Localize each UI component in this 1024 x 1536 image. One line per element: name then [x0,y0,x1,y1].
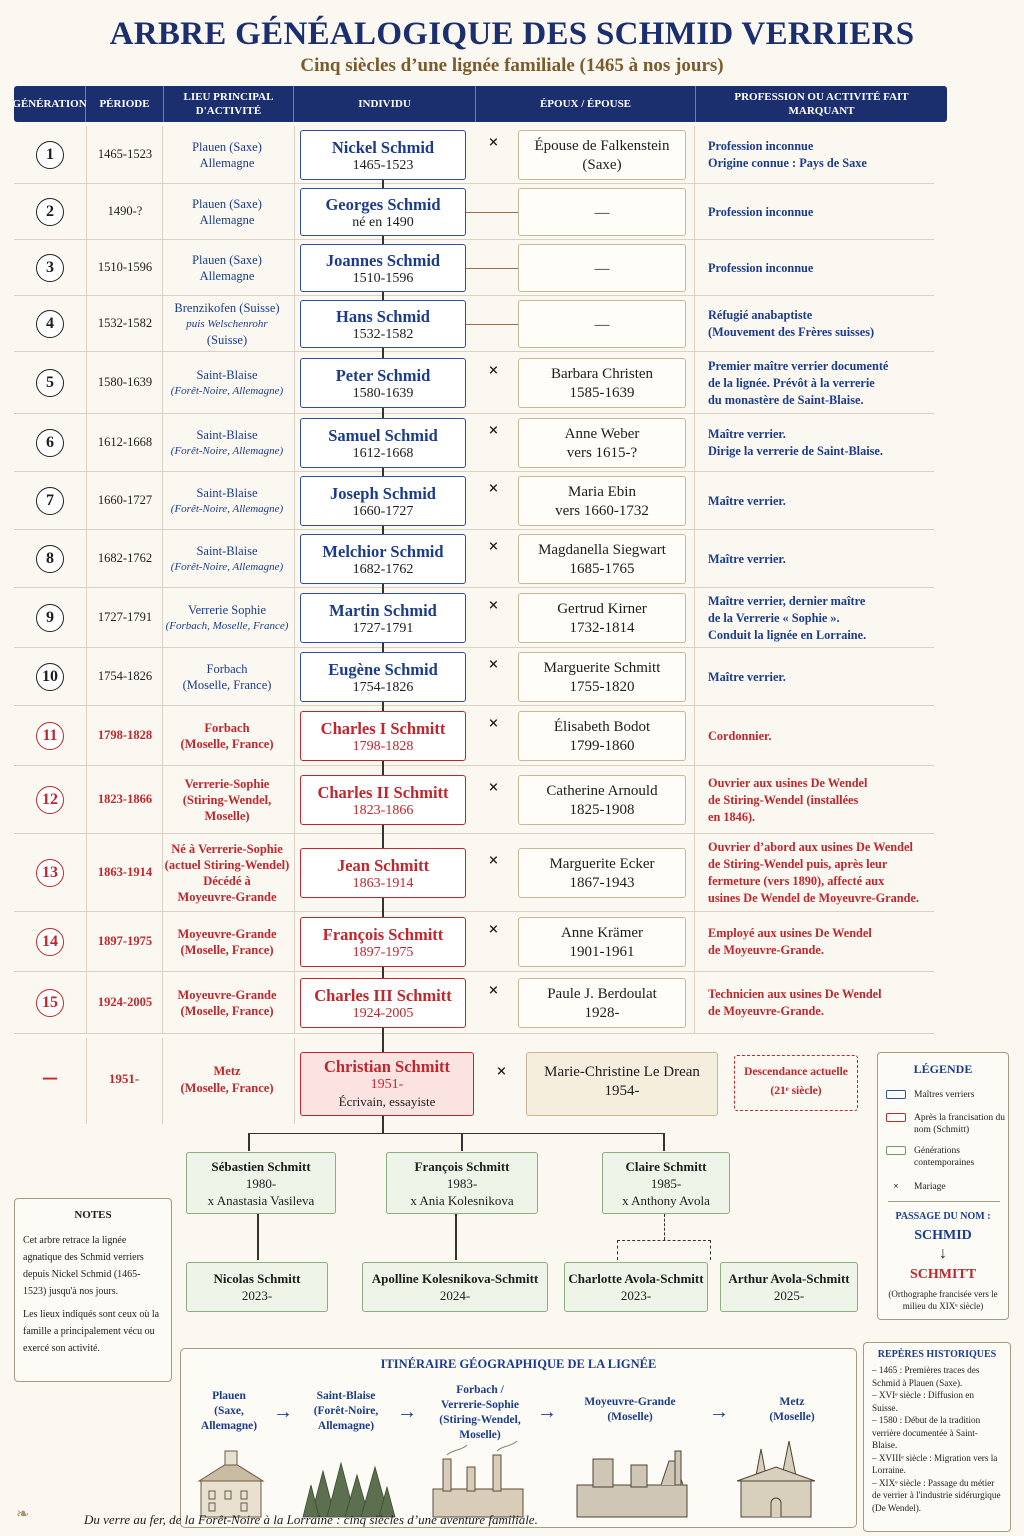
generation-number: 9 [36,604,64,632]
spouse-box[interactable] [518,244,686,292]
spouse-box[interactable] [518,652,686,702]
profession-text: Profession inconnue Origine connue : Pays de Saxe [708,139,867,170]
generation-number: 15 [36,989,64,1017]
grandchild-dates: 2023- [241,1288,273,1303]
marriage-icon: × [488,598,499,613]
header-lieu: LIEU PRINCIPAL D'ACTIVITÉ [164,86,294,122]
individual-dates: 1612-1668 [352,445,414,461]
generation-period: 1465-1523 [97,147,153,161]
marriage-icon: × [488,363,499,378]
current-generation-marker: — [42,1068,58,1087]
generation-row [14,912,934,972]
current-individual-box[interactable] [300,1052,474,1116]
marriage-icon: × [488,780,499,795]
link-line [466,324,518,325]
header-individu: INDIVIDU [294,86,476,122]
individual-name: Peter Schmid [335,365,431,385]
current-spouse-box[interactable]: Marie-Christine Le Drean 1954- [526,1052,718,1116]
steel-mill-icon [577,1451,687,1517]
individual-name: François Schmitt [322,924,444,944]
spouse-name: — [594,316,610,333]
marriage-icon: × [893,1182,899,1192]
generation-location: Verrerie-Sophie (Stiring-Wendel, Moselle) [182,777,272,823]
spouse-dates: 1867-1943 [569,875,635,891]
current-generation-row [14,1038,934,1124]
spouse-name: Anne Krämer [560,925,644,941]
grandchild-dates: 2025- [773,1288,805,1303]
passage-note: (Orthographe francisée vers le milieu du XIXᵉ siècle) [888,1289,998,1311]
descendant-connector [382,1116,384,1134]
child-name: Sébastien Schmitt [211,1159,311,1174]
profession-text: Maître verrier. Dirige la verrerie de Saint-Blaise. [708,427,883,458]
legend-item-maitres: Maîtres verriers [886,1089,974,1101]
generation-number: 1 [36,141,64,169]
grandchild-connector [617,1240,711,1241]
individual-dates: 1823-1866 [352,802,414,818]
arrow-right-icon: → [273,1401,293,1423]
spouse-name: Maria Ebin [568,484,636,500]
lineage-connector [382,526,384,534]
spouse-box[interactable] [518,848,686,898]
itinerary-box [180,1348,857,1528]
lineage-connector [382,180,384,188]
individual-box[interactable] [300,300,466,348]
generation-row [14,240,934,296]
generation-number: 8 [36,545,64,573]
individual-box[interactable] [300,848,466,898]
spouse-name: Élisabeth Bodot [553,719,651,735]
grandchild-connector [664,1214,665,1240]
profession-text: Maître verrier, dernier maître de la Verrerie « Sophie ». Conduit la lignée en Lorraine. [708,593,867,642]
generation-location: Saint-Blaise (Forêt-Noire, Allemagne) [170,486,284,515]
city-saint-blaise: Saint-Blaise (Forêt-Noire, Allemagne) [313,1390,379,1432]
generation-location: Saint-Blaise (Forêt-Noire, Allemagne) [170,368,284,397]
generation-location: Saint-Blaise (Forêt-Noire, Allemagne) [170,544,284,573]
grandchild-connector [257,1214,259,1260]
marriage-icon: × [488,135,499,150]
spouse-box[interactable] [518,593,686,643]
generation-period: 1532-1582 [97,316,153,330]
grandchild-box[interactable] [362,1262,548,1312]
generation-location: Moyeuvre-Grande (Moselle, France) [177,988,277,1018]
generation-period: 1580-1639 [97,375,153,389]
individual-dates: 1727-1791 [352,620,414,636]
individual-dates: 1924-2005 [352,1005,414,1021]
spouse-box[interactable] [518,358,686,408]
header-epoux: ÉPOUX / ÉPOUSE [476,86,696,122]
generation-location: Moyeuvre-Grande (Moselle, France) [177,927,277,957]
spouse-name: Magdanella Siegwart [538,542,666,558]
spouse-name: Barbara Christen [550,366,654,382]
spouse-dates: vers 1660-1732 [555,503,649,519]
spouse-box[interactable] [518,300,686,348]
child-dates: 1980- [245,1176,277,1191]
lineage-connector [382,1028,384,1052]
page-title: ARBRE GÉNÉALOGIQUE DES SCHMID VERRIERS [109,16,915,52]
generation-period: 1924-2005 [97,995,153,1009]
generation-number: 11 [36,722,64,750]
name-new: SCHMITT [909,1267,977,1282]
generation-number: 12 [36,786,64,814]
forest-icon [303,1463,395,1517]
generation-row [14,352,934,414]
profession-text: Réfugié anabaptiste (Mouvement des Frères suisses) [708,308,875,339]
current-period: 1951- [108,1071,140,1086]
notes-paragraph-1: Cet arbre retrace la lignée agnatique des Schmid verriers depuis Nickel Schmid (1465-1523) jusqu'à nos jours. [23,1235,144,1297]
lineage-connector [382,348,384,358]
generation-location: Plauen (Saxe) Allemagne [192,140,262,170]
arrow-right-icon: → [709,1401,729,1423]
spouse-name: Anne Weber [564,426,640,442]
generation-number: 13 [36,859,64,887]
marriage-icon: × [488,853,499,868]
legend-item-francisation: Après la francisation du nom (Schmitt) [886,1112,1008,1136]
child-spouse: x Ania Kolesnikova [410,1193,514,1208]
individual-box[interactable] [300,652,466,702]
individual-box[interactable] [300,130,466,180]
current-location: Metz (Moselle, France) [180,1064,274,1095]
green-swatch-icon [886,1146,906,1155]
red-swatch-icon [886,1113,906,1122]
city-moyeuvre: Moyeuvre-Grande (Moselle) [584,1396,676,1423]
individual-name: Hans Schmid [336,306,430,326]
child-connector [461,1133,463,1151]
lineage-connector [382,702,384,711]
profession-text: Maître verrier. [708,493,786,508]
individual-box[interactable] [300,418,466,468]
individual-name: Martin Schmid [329,600,437,620]
landmark-item: – XVIIIᵉ siècle : Migration vers la Lorraine. [872,1452,998,1475]
profession-text: Ouvrier d’abord aux usines De Wendel de Stiring-Wendel puis, après leur fermeture (vers 1890), affecté aux usines De Wendel de Moyeuvre-Grande. [708,840,919,905]
profession-text: Employé aux usines De Wendel de Moyeuvre-Grande. [708,926,872,957]
city-plauen: Plauen (Saxe, Allemagne) [200,1390,258,1432]
individual-box[interactable] [300,534,466,584]
notes-paragraph-2: Les lieux indiqués sont ceux où la famille a principalement vécu ou exercé son activité. [23,1309,160,1354]
spouse-name: — [594,204,610,221]
name-old: SCHMID [914,1228,972,1243]
individual-dates: 1510-1596 [352,270,414,286]
generation-period: 1897-1975 [97,934,153,948]
spouse-dates: vers 1615-? [566,445,638,461]
individual-box[interactable] [300,593,466,643]
current-marriage-icon: × [496,1064,507,1079]
generation-number: 5 [36,369,64,397]
marriage-icon: × [488,657,499,672]
notes-title: NOTES [74,1209,112,1221]
link-line [466,212,518,213]
lineage-connector [382,292,384,300]
individual-dates: 1532-1582 [352,326,414,342]
individual-dates: né en 1490 [352,214,414,230]
spouse-dates: 1732-1814 [569,620,635,636]
child-connector [248,1133,250,1151]
generation-number: 6 [36,429,64,457]
glassworks-factory-icon [433,1441,523,1517]
child-name: François Schmitt [414,1159,510,1174]
historical-landmarks-box [863,1342,1011,1532]
profession-text: Technicien aux usines De Wendel de Moyeuvre-Grande. [708,987,882,1018]
spouse-name: — [594,260,610,277]
landmark-item: – XIXᵉ siècle : Passage du métier de verrier à l'industrie sidérurgique (De Wendel). [872,1477,1001,1513]
marriage-icon: × [488,716,499,731]
child-dates: 1985- [650,1176,682,1191]
lineage-connector [382,468,384,476]
generation-row [14,126,934,184]
individual-name: Charles III Schmitt [314,985,452,1005]
spouse-box[interactable] [518,534,686,584]
generation-row [14,972,934,1034]
city-metz: Metz (Moselle) [769,1396,815,1423]
grandchild-box[interactable] [564,1262,708,1312]
generation-location: Verrerie Sophie (Forbach, Moselle, France) [165,603,289,632]
spouse-dates: 1585-1639 [569,385,635,401]
generation-location: Plauen (Saxe) Allemagne [192,197,262,227]
lineage-connector [382,967,384,978]
children-branch-line [248,1133,664,1134]
spouse-box[interactable] [518,476,686,526]
individual-box[interactable] [300,711,466,761]
legend-item-mariage: × Mariage [886,1181,946,1193]
spouse-name: Épouse de Falkenstein [534,138,670,154]
spouse-box[interactable] [518,775,686,825]
ornament-icon: ❧ [16,1504,30,1523]
generation-number: 3 [36,254,64,282]
current-individual-role: Écrivain, essayiste [338,1094,436,1109]
grandchild-dates: 2023- [620,1288,652,1303]
individual-dates: 1897-1975 [352,944,414,960]
profession-text: Maître verrier. [708,551,786,566]
grandchild-connector [617,1240,618,1260]
generation-number: 2 [36,198,64,226]
lineage-connector [382,825,384,848]
lineage-connector [382,236,384,244]
lineage-connector [382,584,384,593]
generation-period: 1754-1826 [97,669,153,683]
footer-tagline: Du verre au fer, de la Forêt-Noire à la Lorraine : cinq siècles d’une aventure familiale. [84,1512,538,1527]
individual-dates: 1580-1639 [352,385,414,401]
page-subtitle: Cinq siècles d’une lignée familiale (1465 à nos jours) [300,55,724,76]
generation-period: 1660-1727 [97,493,153,507]
grandchild-name: Nicolas Schmitt [213,1271,301,1286]
child-spouse: x Anastasia Vasileva [207,1193,315,1208]
lineage-connector [382,643,384,652]
individual-name: Joseph Schmid [330,483,436,503]
marriage-icon: × [488,922,499,937]
spouse-box[interactable] [518,711,686,761]
individual-dates: 1863-1914 [352,875,414,891]
spouse-name: Marguerite Schmitt [543,660,661,676]
spouse-dates: 1799-1860 [569,738,635,754]
generation-location: Né à Verrerie-Sophie (actuel Stiring-Wendel) Décédé à Moyeuvre-Grande [164,842,290,904]
individual-box[interactable] [300,244,466,292]
grandchild-dates: 2024- [439,1288,471,1303]
generation-period: 1490-? [107,204,143,218]
manor-house-icon [199,1451,263,1517]
generation-row [14,184,934,240]
spouse-dates: 1825-1908 [569,802,635,818]
child-box[interactable] [386,1152,538,1214]
generation-row [14,648,934,706]
spouse-dates: (Saxe) [582,157,622,173]
spouse-name: Catherine Arnould [546,783,658,799]
profession-text: Maître verrier. [708,669,786,684]
generation-number: 14 [36,928,64,956]
spouse-name: Paule J. Berdoulat [547,986,657,1002]
individual-name: Melchior Schmid [322,541,444,561]
grandchild-connector [455,1214,457,1260]
child-box[interactable] [186,1152,336,1214]
generation-period: 1612-1668 [97,435,153,449]
landmark-item: – 1580 : Début de la tradition verrière documentée à Saint-Blaise. [872,1415,981,1450]
landmark-item: – XVIᵉ siècle : Diffusion en Suisse. [872,1390,974,1413]
legend-title: LÉGENDE [913,1062,973,1076]
generation-period: 1798-1828 [97,728,153,742]
generation-location: Plauen (Saxe) Allemagne [192,253,262,283]
spouse-box[interactable] [518,418,686,468]
generation-row [14,588,934,648]
individual-box[interactable] [300,917,466,967]
individual-name: Georges Schmid [325,194,441,214]
profession-text: Profession inconnue [708,204,814,219]
grandchild-box[interactable] [186,1262,328,1312]
notes-box [14,1198,172,1382]
lineage-connector [382,408,384,418]
arrow-down-icon: ↓ [939,1245,947,1262]
generation-row [14,706,934,766]
individual-dates: 1754-1826 [352,679,414,695]
generation-location: Forbach (Moselle, France) [180,721,274,751]
generation-number: 10 [36,663,64,691]
current-individual-name: Christian Schmitt [323,1057,451,1076]
individual-name: Eugène Schmid [328,659,438,679]
passage-title: PASSAGE DU NOM : [895,1211,991,1222]
landmarks-title: REPÈRES HISTORIQUES [877,1349,997,1360]
link-line [466,268,518,269]
spouse-dates: 1901-1961 [569,944,635,960]
individual-box[interactable] [300,188,466,236]
generation-location: Forbach (Moselle, France) [182,662,272,692]
child-name: Claire Schmitt [625,1159,707,1174]
header-profession: PROFESSION OU ACTIVITÉ FAIT MARQUANT [734,91,909,117]
marriage-icon: × [488,423,499,438]
profession-text: Cordonnier. [708,728,772,743]
spouse-name: Marguerite Ecker [549,856,655,872]
generation-number: 4 [36,310,64,338]
generation-row [14,472,934,530]
child-spouse: x Anthony Avola [622,1193,710,1208]
city-forbach: Forbach / Verrerie-Sophie (Stiring-Wendel, Moselle) [439,1384,521,1441]
individual-box[interactable] [300,775,466,825]
child-box[interactable] [602,1152,730,1214]
spouse-box[interactable] [518,917,686,967]
spouse-dates: 1755-1820 [569,679,635,695]
generation-period: 1510-1596 [97,260,153,274]
itinerary-title: ITINÉRAIRE GÉOGRAPHIQUE DE LA LIGNÉE [380,1357,657,1371]
spouse-dates: 1928- [584,1005,620,1021]
arrow-right-icon: → [537,1401,557,1423]
individual-name: Charles I Schmitt [320,718,446,738]
generation-period: 1823-1866 [97,792,153,806]
individual-name: Charles II Schmitt [317,782,449,802]
generation-number: 7 [36,487,64,515]
individual-box[interactable] [300,358,466,408]
grandchild-box[interactable] [720,1262,858,1312]
individual-dates: 1660-1727 [352,503,414,519]
marriage-icon: × [488,983,499,998]
landmark-item: – 1465 : Premières traces des Schmid à Plauen (Saxe). [872,1365,980,1388]
generation-period: 1682-1762 [97,551,153,565]
child-connector [663,1133,665,1151]
arrow-right-icon: → [397,1401,417,1423]
marriage-icon: × [488,539,499,554]
profession-text: Premier maître verrier documenté de la lignée. Prévôt à la verrerie du monastère de Saint-Blaise. [708,358,889,407]
generation-location: Saint-Blaise (Forêt-Noire, Allemagne) [170,428,284,457]
grandchild-name: Arthur Avola-Schmitt [728,1271,850,1286]
grandchild-name: Charlotte Avola-Schmitt [568,1271,704,1286]
lineage-connector [382,898,384,917]
generation-row [14,414,934,472]
spouse-box[interactable] [518,188,686,236]
spouse-box[interactable] [518,978,686,1028]
individual-name: Joannes Schmid [325,250,441,270]
header-periode: PÉRIODE [86,86,164,122]
individual-dates: 1682-1762 [352,561,414,577]
generation-row [14,530,934,588]
spouse-dates: 1685-1765 [569,561,635,577]
cathedral-icon [737,1441,815,1517]
legend [877,1052,1009,1320]
individual-dates: 1798-1828 [352,738,414,754]
generation-location: Brenzikofen (Suisse) puis Welschenrohr (Suisse) [174,301,280,347]
generation-row [14,766,934,834]
individual-dates: 1465-1523 [352,157,414,173]
legend-item-contemporaines: Générations contemporaines [886,1145,1008,1169]
spouse-name: Gertrud Kirner [557,601,647,617]
individual-name: Jean Schmitt [336,855,430,875]
individual-box[interactable] [300,476,466,526]
individual-box[interactable] [300,978,466,1028]
blue-swatch-icon [886,1090,906,1099]
profession-text: Ouvrier aux usines De Wendel de Stiring-Wendel (installées en 1846). [708,775,868,824]
descendance-box: Descendance actuelle (21ᵉ siècle) [734,1055,858,1111]
grandchild-name: Apolline Kolesnikova-Schmitt [371,1271,539,1286]
profession-text: Profession inconnue [708,260,814,275]
marriage-icon: × [488,481,499,496]
generation-period: 1863-1914 [97,865,153,879]
current-individual-dates: 1951- [370,1077,404,1092]
grandchild-connector [710,1240,711,1260]
generation-period: 1727-1791 [97,610,153,624]
table-header [14,86,947,122]
generation-row [14,296,934,352]
individual-name: Samuel Schmid [328,425,438,445]
header-generation: GÉNÉRATION [14,86,86,122]
generation-row [14,834,934,912]
individual-name: Nickel Schmid [331,137,435,157]
spouse-box[interactable] [518,130,686,180]
child-dates: 1983- [446,1176,478,1191]
lineage-connector [382,761,384,775]
